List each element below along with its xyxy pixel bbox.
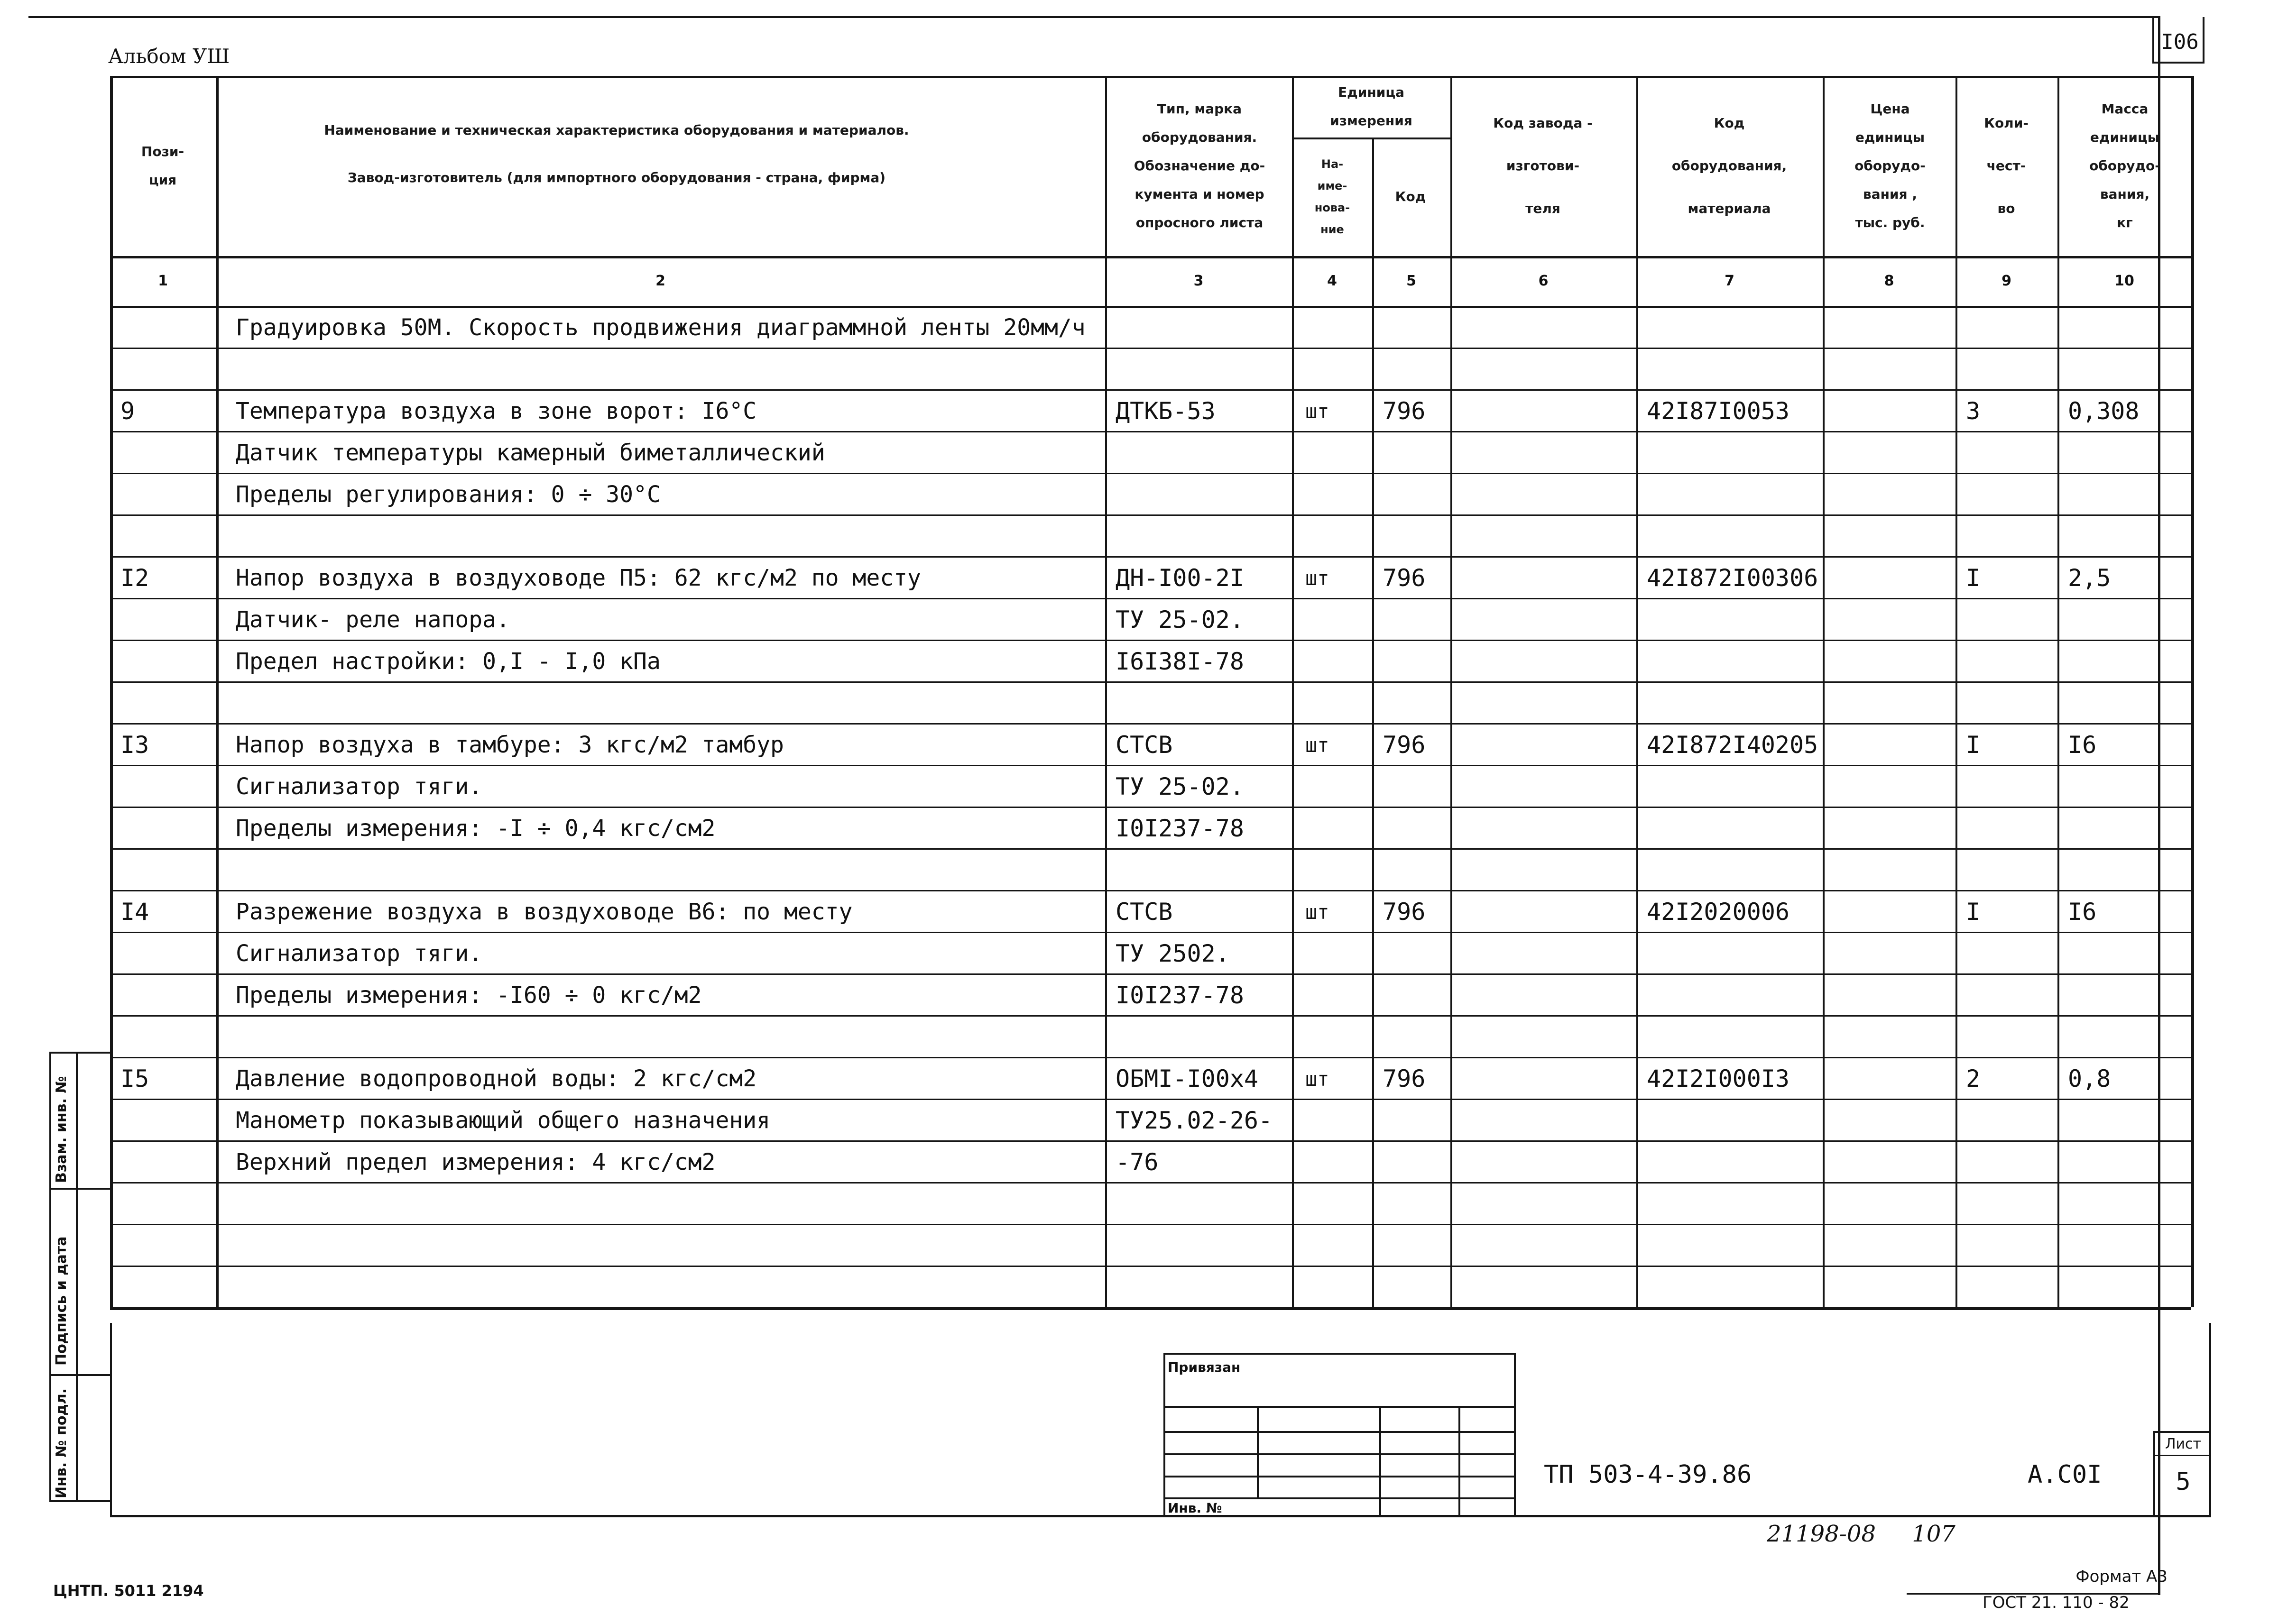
- cell-mass: [2068, 1227, 2188, 1265]
- cell-pos: [120, 1268, 213, 1306]
- cell-mass: [2068, 1101, 2188, 1139]
- cell-mass: I6: [2068, 898, 2097, 926]
- cell-price: [1833, 517, 1953, 555]
- cell-plant: [1461, 559, 1633, 597]
- cell-price: [1833, 809, 1953, 847]
- cell-plant: [1461, 893, 1633, 931]
- cell-plant: [1461, 976, 1633, 1014]
- cell-name: Температура воздуха в зоне ворот: I6°С: [236, 398, 757, 424]
- cell-qty: [1966, 350, 2055, 388]
- cell-qty: [1966, 684, 2055, 722]
- cell-type: ДН-I00-2I: [1116, 564, 1244, 592]
- cell-equip: [1647, 1268, 1820, 1306]
- cell-type: [1116, 1268, 1289, 1306]
- cell-plant: [1461, 434, 1633, 472]
- cell-code: [1383, 976, 1448, 1014]
- cell-pos: [120, 434, 213, 472]
- cell-code: [1383, 768, 1448, 806]
- side-label-inv-podl: Инв. № подл.: [53, 1388, 70, 1498]
- cell-unit: [1305, 935, 1369, 973]
- cell-plant: [1461, 768, 1633, 806]
- column-number-8: 8: [1884, 273, 1894, 289]
- cell-code: [1383, 517, 1448, 555]
- cell-qty: [1966, 517, 2055, 555]
- cell-qty: [1966, 1268, 2055, 1306]
- cell-qty: [1966, 809, 2055, 847]
- cell-name: Предел настройки: 0,I - I,0 кПа: [236, 648, 661, 675]
- cell-plant: [1461, 1143, 1633, 1181]
- cell-type: [1116, 476, 1289, 514]
- cell-mass: [2068, 684, 2188, 722]
- cell-code: [1383, 1268, 1448, 1306]
- cell-name: Напор воздуха в воздуховоде П5: 62 кгс/м2 по месту: [236, 565, 921, 591]
- cell-name: Градуировка 50М. Скорость продвижения диаграммной ленты 20мм/ч: [236, 314, 1086, 341]
- cell-name: Датчик- реле напора.: [236, 606, 510, 633]
- cell-qty: [1966, 309, 2055, 347]
- cell-price: [1833, 601, 1953, 639]
- cell-unit: шт: [1305, 1067, 1329, 1091]
- cell-name: [236, 684, 1102, 722]
- cell-plant: [1461, 1060, 1633, 1098]
- cell-pos: I3: [120, 731, 149, 759]
- cell-unit: [1305, 476, 1369, 514]
- cell-pos: I5: [120, 1065, 149, 1092]
- sheet-label: Лист: [2165, 1435, 2202, 1452]
- cell-code: [1383, 350, 1448, 388]
- cell-mass: [2068, 851, 2188, 889]
- cell-price: [1833, 476, 1953, 514]
- cell-equip: 42I872I00306: [1647, 564, 1818, 592]
- cell-price: [1833, 768, 1953, 806]
- col-10-header: Масса единицы оборудо- вания, кг: [2089, 101, 2160, 230]
- col-9-header: Коли- чест- во: [1984, 115, 2029, 216]
- cell-name: Верхний предел измерения: 4 кгс/см2: [236, 1149, 716, 1175]
- col-7-header: Код оборудования, материала: [1671, 115, 1787, 216]
- cell-plant: [1461, 935, 1633, 973]
- cell-mass: [2068, 809, 2188, 847]
- cell-mass: [2068, 350, 2188, 388]
- cell-qty: I: [1966, 564, 1981, 592]
- cell-unit: [1305, 1018, 1369, 1056]
- cell-qty: [1966, 768, 2055, 806]
- cell-price: [1833, 392, 1953, 430]
- cell-mass: [2068, 935, 2188, 973]
- cell-pos: [120, 809, 213, 847]
- cell-mass: [2068, 1018, 2188, 1056]
- sheet-number: 5: [2176, 1468, 2191, 1496]
- cell-price: [1833, 434, 1953, 472]
- cell-type: ОБМI-I00х4: [1116, 1065, 1259, 1092]
- cell-equip: [1647, 1185, 1820, 1223]
- cell-pos: [120, 309, 213, 347]
- cell-equip: [1647, 517, 1820, 555]
- cell-pos: [120, 642, 213, 680]
- cell-equip: 42I2I000I3: [1647, 1065, 1790, 1092]
- format-label: Формат А3: [2075, 1567, 2168, 1586]
- cell-pos: [120, 1101, 213, 1139]
- cell-type: ТУ 25-02.: [1116, 606, 1244, 633]
- cell-name: Разрежение воздуха в воздуховоде В6: по месту: [236, 899, 853, 925]
- cell-pos: [120, 768, 213, 806]
- cell-code: [1383, 851, 1448, 889]
- side-label-podpis: Подпись и дата: [53, 1236, 70, 1366]
- cell-name: [236, 1227, 1102, 1265]
- cell-type: ДТКБ-53: [1116, 397, 1216, 425]
- cell-price: [1833, 684, 1953, 722]
- cell-pos: I2: [120, 564, 149, 592]
- cell-type: I0I237-78: [1116, 982, 1244, 1009]
- cell-code: 796: [1383, 1065, 1426, 1092]
- cell-name: Датчик температуры камерный биметаллический: [236, 440, 825, 466]
- cell-price: [1833, 1227, 1953, 1265]
- cell-equip: [1647, 935, 1820, 973]
- cell-price: [1833, 559, 1953, 597]
- page-number: I06: [2161, 29, 2199, 54]
- cell-code: [1383, 1101, 1448, 1139]
- print-mark: ЦНТП. 5011 2194: [53, 1582, 204, 1600]
- cell-plant: [1461, 1227, 1633, 1265]
- cell-equip: [1647, 1101, 1820, 1139]
- cell-mass: [2068, 976, 2188, 1014]
- cell-unit: [1305, 517, 1369, 555]
- cell-pos: [120, 1227, 213, 1265]
- cell-qty: [1966, 935, 2055, 973]
- column-number-9: 9: [2002, 273, 2011, 289]
- cell-pos: [120, 350, 213, 388]
- cell-equip: [1647, 851, 1820, 889]
- cell-code: 796: [1383, 731, 1426, 759]
- cell-price: [1833, 1101, 1953, 1139]
- col-8-header: Цена единицы оборудо- вания , тыс. руб.: [1854, 101, 1926, 230]
- cell-name: Напор воздуха в тамбуре: 3 кгс/м2 тамбур: [236, 732, 784, 758]
- cell-mass: 2,5: [2068, 564, 2111, 592]
- cell-type: [1116, 517, 1289, 555]
- cell-type: ТУ25.02-26-: [1116, 1107, 1273, 1134]
- cell-plant: [1461, 350, 1633, 388]
- cell-code: [1383, 1143, 1448, 1181]
- cell-unit: [1305, 851, 1369, 889]
- column-number-6: 6: [1538, 273, 1549, 289]
- cell-name: Пределы измерения: -I ÷ 0,4 кгс/см2: [236, 815, 716, 842]
- cell-price: [1833, 350, 1953, 388]
- cell-plant: [1461, 851, 1633, 889]
- cell-plant: [1461, 476, 1633, 514]
- cell-equip: 42I872I40205: [1647, 731, 1818, 759]
- cell-unit: [1305, 350, 1369, 388]
- cell-unit: [1305, 434, 1369, 472]
- cell-equip: [1647, 768, 1820, 806]
- cell-pos: [120, 1185, 213, 1223]
- cell-unit: шт: [1305, 566, 1329, 590]
- column-number-5: 5: [1406, 273, 1416, 289]
- cell-name: Давление водопроводной воды: 2 кгс/см2: [236, 1065, 757, 1092]
- cell-unit: [1305, 601, 1369, 639]
- cell-pos: [120, 476, 213, 514]
- cell-qty: [1966, 476, 2055, 514]
- cell-name: [236, 517, 1102, 555]
- cell-pos: [120, 851, 213, 889]
- cell-unit: [1305, 1101, 1369, 1139]
- cell-mass: 0,8: [2068, 1065, 2111, 1092]
- gost-label: ГОСТ 21. 110 - 82: [1983, 1593, 2130, 1612]
- cell-name: [236, 851, 1102, 889]
- cell-type: [1116, 350, 1289, 388]
- cell-unit: [1305, 1268, 1369, 1306]
- cell-unit: [1305, 1185, 1369, 1223]
- cell-code: 796: [1383, 397, 1426, 425]
- cell-code: [1383, 309, 1448, 347]
- col-2-header-line1: Наименование и техническая характеристика оборудования и материалов.: [324, 122, 909, 138]
- cell-type: [1116, 851, 1289, 889]
- cell-equip: 42I2020006: [1647, 898, 1790, 926]
- cell-plant: [1461, 684, 1633, 722]
- cell-code: [1383, 1227, 1448, 1265]
- cell-qty: 2: [1966, 1065, 1981, 1092]
- cell-mass: [2068, 1268, 2188, 1306]
- cell-mass: [2068, 768, 2188, 806]
- stamp-frame: [110, 1323, 2211, 1517]
- cell-name: [236, 350, 1102, 388]
- col-2-header-line2: Завод-изготовитель (для импортного оборудования - страна, фирма): [347, 170, 886, 185]
- cell-plant: [1461, 1101, 1633, 1139]
- cell-name: Сигнализатор тяги.: [236, 940, 483, 967]
- cell-qty: I: [1966, 898, 1981, 926]
- column-number-7: 7: [1725, 273, 1734, 289]
- cell-equip: [1647, 976, 1820, 1014]
- cell-unit: [1305, 768, 1369, 806]
- cell-plant: [1461, 642, 1633, 680]
- cell-type: СТСВ: [1116, 898, 1173, 926]
- cell-equip: [1647, 684, 1820, 722]
- cell-equip: [1647, 1227, 1820, 1265]
- cell-mass: [2068, 309, 2188, 347]
- cell-plant: [1461, 1185, 1633, 1223]
- cell-price: [1833, 1268, 1953, 1306]
- cell-type: [1116, 684, 1289, 722]
- cell-mass: [2068, 642, 2188, 680]
- cell-mass: I6: [2068, 731, 2097, 759]
- cell-mass: [2068, 601, 2188, 639]
- cell-qty: [1966, 1018, 2055, 1056]
- cell-pos: [120, 1018, 213, 1056]
- cell-qty: [1966, 1101, 2055, 1139]
- cell-pos: [120, 684, 213, 722]
- cell-name: [236, 1185, 1102, 1223]
- cell-pos: [120, 935, 213, 973]
- cell-mass: [2068, 1185, 2188, 1223]
- cell-type: [1116, 1018, 1289, 1056]
- column-number-4: 4: [1327, 273, 1337, 289]
- inv-label: Инв. №: [1168, 1500, 1222, 1516]
- col-6-header: Код завода - изготови- теля: [1493, 115, 1593, 216]
- cell-equip: [1647, 1143, 1820, 1181]
- column-number-2: 2: [655, 273, 665, 289]
- cell-type: [1116, 1227, 1289, 1265]
- cell-code: [1383, 684, 1448, 722]
- cell-unit: [1305, 1143, 1369, 1181]
- cell-price: [1833, 1060, 1953, 1098]
- cell-type: [1116, 309, 1289, 347]
- cell-price: [1833, 1018, 1953, 1056]
- col-1-header: Пози- ция: [141, 144, 184, 188]
- cell-unit: [1305, 1227, 1369, 1265]
- cell-unit: [1305, 976, 1369, 1014]
- cell-price: [1833, 851, 1953, 889]
- cell-unit: [1305, 642, 1369, 680]
- cell-code: [1383, 935, 1448, 973]
- cell-unit: [1305, 809, 1369, 847]
- cell-unit: шт: [1305, 733, 1329, 757]
- cell-pos: [120, 517, 213, 555]
- cell-price: [1833, 935, 1953, 973]
- cell-pos: [120, 976, 213, 1014]
- cell-name: [236, 1268, 1102, 1306]
- cell-type: СТСВ: [1116, 731, 1173, 759]
- cell-type: [1116, 1185, 1289, 1223]
- cell-name: Манометр показывающий общего назначения: [236, 1107, 771, 1134]
- cell-plant: [1461, 1268, 1633, 1306]
- cell-code: 796: [1383, 564, 1426, 592]
- cell-price: [1833, 976, 1953, 1014]
- cell-type: [1116, 434, 1289, 472]
- cell-equip: [1647, 434, 1820, 472]
- cell-equip: [1647, 601, 1820, 639]
- cell-equip: [1647, 476, 1820, 514]
- col-3-header: Тип, марка оборудования. Обозначение до- кумента и номер опросного листа: [1134, 101, 1265, 230]
- cell-equip: 42I87I0053: [1647, 397, 1790, 425]
- cell-qty: 3: [1966, 397, 1981, 425]
- cell-equip: [1647, 350, 1820, 388]
- cell-name: Пределы измерения: -I60 ÷ 0 кгс/м2: [236, 982, 702, 1009]
- cell-mass: [2068, 476, 2188, 514]
- cell-price: [1833, 642, 1953, 680]
- cell-code: [1383, 1018, 1448, 1056]
- cell-mass: [2068, 517, 2188, 555]
- cell-equip: [1647, 1018, 1820, 1056]
- cell-unit: [1305, 684, 1369, 722]
- side-label-vzam: Взам. инв. №: [53, 1076, 70, 1183]
- cell-plant: [1461, 1018, 1633, 1056]
- cell-code: [1383, 642, 1448, 680]
- cell-plant: [1461, 392, 1633, 430]
- album-label: Альбом УШ: [108, 44, 230, 68]
- cell-unit: [1305, 309, 1369, 347]
- cell-plant: [1461, 726, 1633, 764]
- cell-code: [1383, 1185, 1448, 1223]
- cell-equip: [1647, 809, 1820, 847]
- cell-code: [1383, 434, 1448, 472]
- cell-mass: [2068, 434, 2188, 472]
- cell-type: ТУ 25-02.: [1116, 773, 1244, 800]
- cell-qty: [1966, 1227, 2055, 1265]
- cell-qty: [1966, 601, 2055, 639]
- column-number-1: 1: [158, 273, 168, 289]
- cell-equip: [1647, 642, 1820, 680]
- cell-qty: I: [1966, 731, 1981, 759]
- column-number-3: 3: [1193, 273, 1204, 289]
- cell-qty: [1966, 851, 2055, 889]
- cell-plant: [1461, 601, 1633, 639]
- cell-plant: [1461, 309, 1633, 347]
- cell-price: [1833, 1143, 1953, 1181]
- cell-qty: [1966, 976, 2055, 1014]
- cell-mass: 0,308: [2068, 397, 2140, 425]
- cell-type: I0I237-78: [1116, 815, 1244, 842]
- cell-price: [1833, 309, 1953, 347]
- cell-unit: шт: [1305, 399, 1329, 423]
- cell-mass: [2068, 1143, 2188, 1181]
- cell-type: ТУ 2502.: [1116, 940, 1230, 967]
- cell-name: Пределы регулирования: 0 ÷ 30°С: [236, 481, 661, 508]
- cell-plant: [1461, 809, 1633, 847]
- cell-price: [1833, 893, 1953, 931]
- cell-pos: [120, 1143, 213, 1181]
- cell-price: [1833, 726, 1953, 764]
- doc-code: ТП 503-4-39.86: [1544, 1460, 1752, 1489]
- cell-price: [1833, 1185, 1953, 1223]
- cell-type: I6I38I-78: [1116, 648, 1244, 675]
- cell-unit: шт: [1305, 900, 1329, 924]
- column-number-10: 10: [2114, 273, 2134, 289]
- col-4-header: На- име- нова- ние: [1314, 157, 1350, 236]
- cell-equip: [1647, 309, 1820, 347]
- cell-qty: [1966, 434, 2055, 472]
- cell-pos: 9: [120, 397, 135, 425]
- col-5-header: Код: [1395, 189, 1426, 204]
- cell-code: [1383, 476, 1448, 514]
- cell-name: Сигнализатор тяги.: [236, 773, 483, 800]
- cell-code: [1383, 601, 1448, 639]
- cell-type: -76: [1116, 1148, 1159, 1176]
- cell-pos: I4: [120, 898, 149, 926]
- cell-plant: [1461, 517, 1633, 555]
- doc-mark: А.С0I: [2028, 1460, 2102, 1489]
- cell-qty: [1966, 642, 2055, 680]
- cell-pos: [120, 601, 213, 639]
- handwritten-number: 21198-08 107: [1767, 1521, 1955, 1547]
- cell-code: 796: [1383, 898, 1426, 926]
- cell-qty: [1966, 1185, 2055, 1223]
- unit-group-header: Единица измерения: [1330, 84, 1412, 128]
- privyazan-label: Привязан: [1168, 1359, 1241, 1375]
- cell-name: [236, 1018, 1102, 1056]
- cell-code: [1383, 809, 1448, 847]
- cell-qty: [1966, 1143, 2055, 1181]
